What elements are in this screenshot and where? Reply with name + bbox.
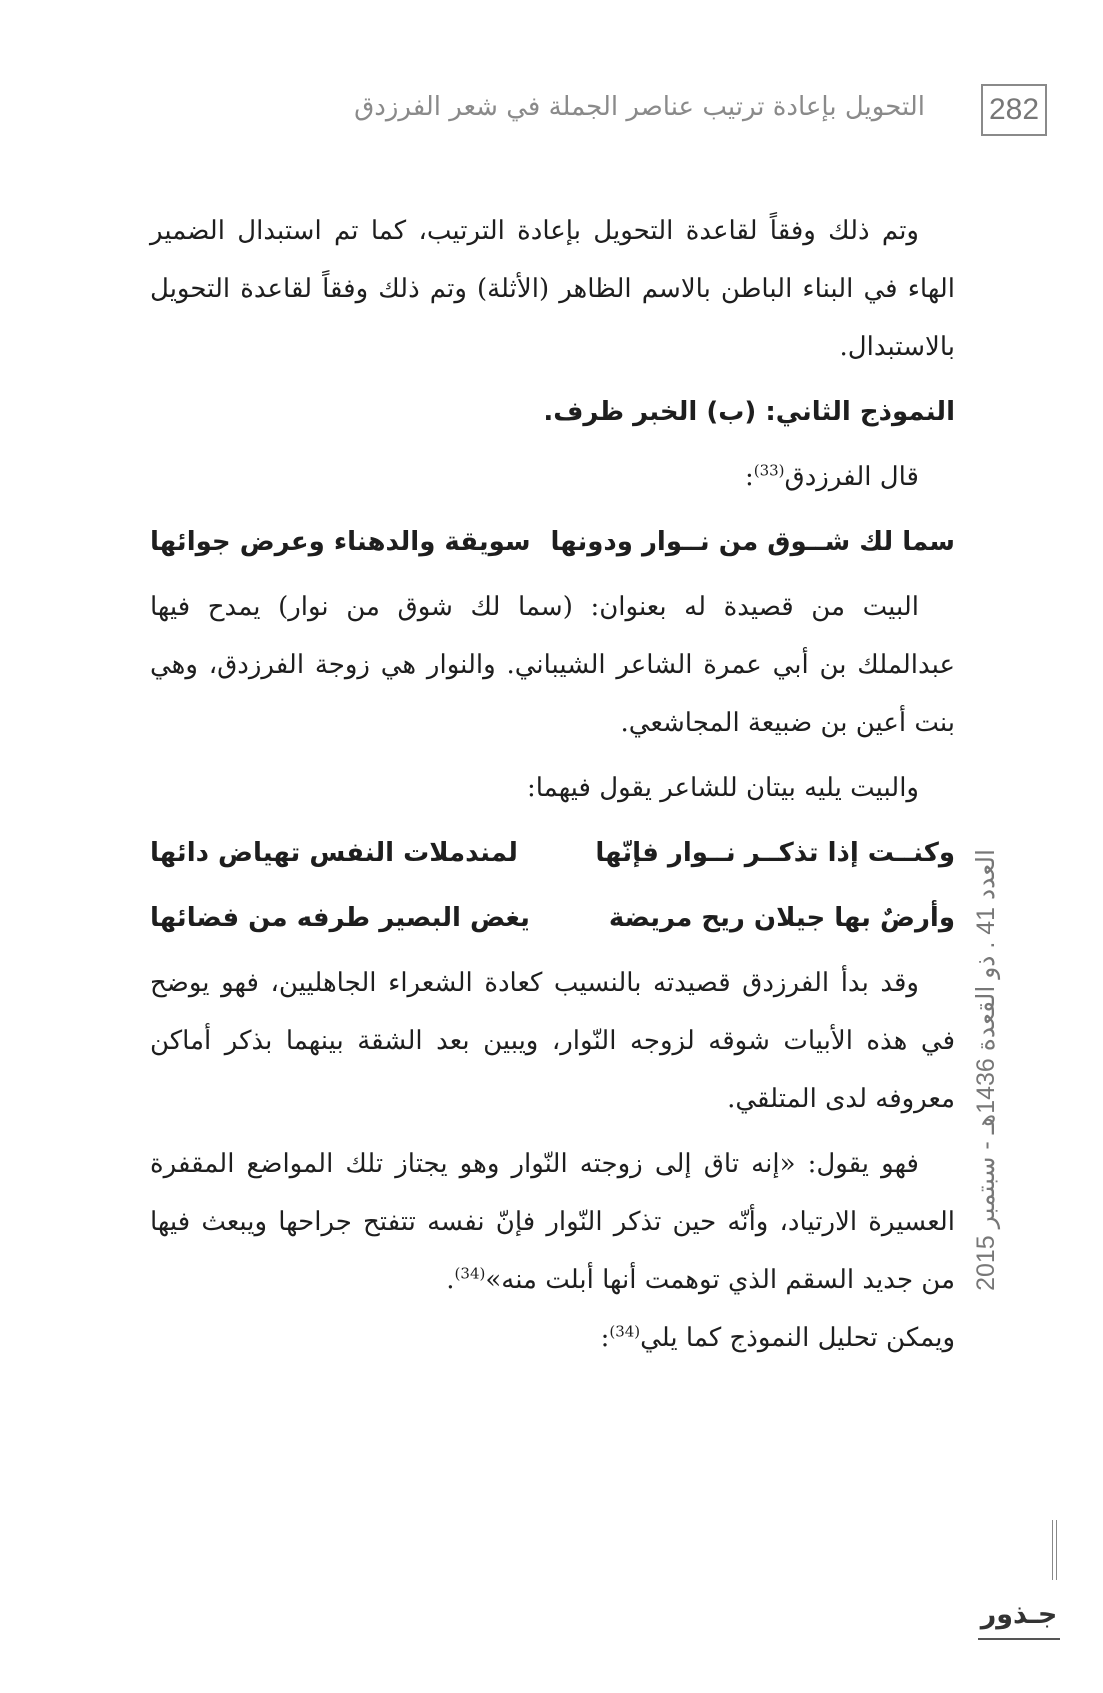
paragraph: والبيت يليه بيتان للشاعر يقول فيهما: xyxy=(526,773,919,803)
quote-intro xyxy=(150,448,955,506)
paragraph-end: : xyxy=(600,1323,610,1353)
paragraph-text: فهو يقول: «إنه تاق إلى زوجته النّوار وهو يجتاز تلك المواضع المقفرة العسيرة الارتياد، وأنّه حين تذكر النّوار فإنّ نفسه تتفتح جراحها ويبعث فيها من جديد السقم الذي توهمت أنها أبلت منه» xyxy=(150,1149,955,1295)
paragraph-text: ويمكن تحليل النموذج كما يلي xyxy=(640,1323,955,1353)
page-number: 282 xyxy=(981,84,1047,136)
footnote-ref: (33) xyxy=(753,461,785,480)
paragraph: البيت من قصيدة له بعنوان: (سما لك شوق من نوار) يمدح فيها عبدالملك بن أبي عمرة الشاعر الشيباني. والنوار هي زوجة الفرزدق، وهي بنت أعين بن ضبيعة المجاشعي. xyxy=(150,592,955,738)
verse-line xyxy=(150,513,955,571)
paragraph: وتم ذلك وفقاً لقاعدة التحويل بإعادة الترتيب، كما تم استبدال الضمير الهاء في البناء الباطن بالاسم الظاهر (الأثلة) وتم ذلك وفقاً لقاعدة التحويل بالاستبدال. xyxy=(150,216,955,362)
quote-colon: : xyxy=(744,462,754,492)
verse-second-hemistich: لمندملات النفس تهياض دائها xyxy=(150,838,518,868)
issue-label: العدد 41 . ذو القعدة 1436هـ - سبتمبر 2015 xyxy=(972,849,1000,1291)
verse-second-hemistich: يغض البصير طرفه من فضائها xyxy=(150,903,530,933)
paragraph: وقد بدأ الفرزدق قصيدته بالنسيب كعادة الشعراء الجاهليين، فهو يوضح في هذه الأبيات شوقه لزوجه النّوار، ويبين بعد الشقة بينهما بذكر أماكن معروفه لدى المتلقي. xyxy=(150,968,955,1114)
paragraph-end: . xyxy=(446,1265,455,1295)
running-title: التحويل بإعادة ترتيب عناصر الجملة في شعر الفرزدق xyxy=(354,92,925,122)
paragraph xyxy=(150,1135,955,1309)
footnote-ref: (34) xyxy=(609,1322,641,1341)
verse-first-hemistich: سما لك شــوق من نــوار ودونها xyxy=(550,527,955,557)
verse-first-hemistich: وأرضٌ بها جيلان ريح مريضة xyxy=(608,903,955,933)
verse-second-hemistich: سويقة والدهناء وعرض جوائها xyxy=(150,527,531,557)
article-body xyxy=(150,202,955,1374)
quote-intro-text: قال الفرزدق xyxy=(784,462,919,492)
verse-first-hemistich: وكنــت إذا تذكــر نــوار فإنّها xyxy=(595,838,955,868)
journal-logo: جـذور xyxy=(978,1592,1060,1640)
divider xyxy=(1052,1520,1057,1580)
section-heading: النموذج الثاني: (ب) الخبر ظرف. xyxy=(543,397,955,427)
verse-line xyxy=(150,889,955,947)
paragraph xyxy=(150,1309,955,1367)
footnote-ref: (34) xyxy=(454,1264,486,1283)
verse-line xyxy=(150,824,955,882)
